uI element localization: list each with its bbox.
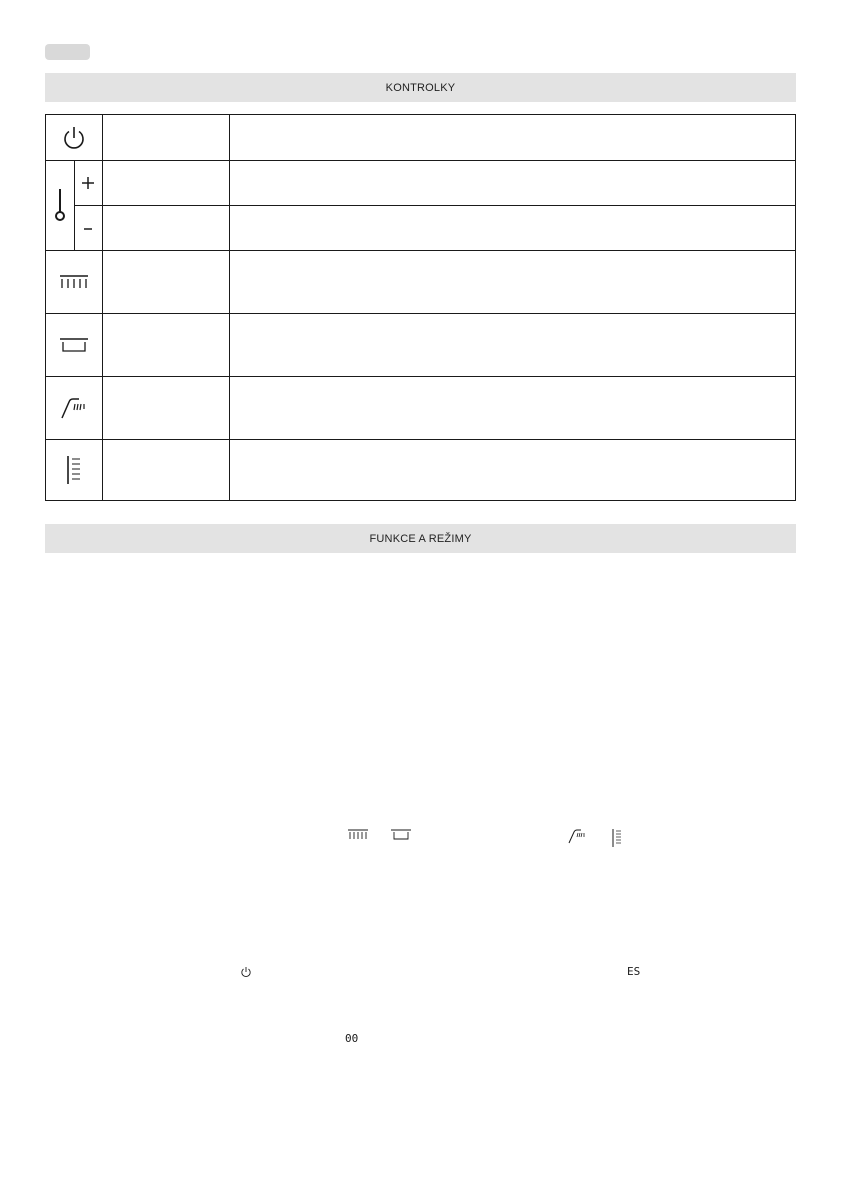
shower-description xyxy=(230,376,795,439)
minus-icon xyxy=(74,205,102,250)
kontrolky-title: KONTROLKY xyxy=(385,81,456,94)
temp-plus-description xyxy=(230,160,795,205)
thermometer-icon xyxy=(46,160,74,250)
radiator-description xyxy=(230,250,795,313)
temp-minus-description xyxy=(230,205,795,250)
level-description xyxy=(230,439,795,501)
power-icon xyxy=(46,115,102,160)
radiator-heating-icon xyxy=(348,829,368,840)
plus-icon xyxy=(74,160,102,205)
radiator-heating-icon xyxy=(46,250,102,313)
page-tab xyxy=(45,44,90,60)
shower-icon xyxy=(46,376,102,439)
tank-icon xyxy=(46,313,102,376)
controls-table xyxy=(45,114,796,501)
section-title-kontrolky xyxy=(45,73,796,102)
funkce-title: FUNKCE A REŽIMY xyxy=(369,532,472,545)
tank-icon xyxy=(391,829,411,840)
display-code-00: 00 xyxy=(345,1032,359,1045)
level-gauge-icon xyxy=(46,439,102,501)
display-code-es: ES xyxy=(627,965,641,978)
shower-icon xyxy=(567,828,587,844)
section-title-funkce-a-rezimy xyxy=(45,524,796,553)
power-icon xyxy=(240,966,252,978)
power-description xyxy=(230,115,795,160)
level-gauge-icon xyxy=(611,828,623,848)
col-divider-icon xyxy=(102,115,103,500)
tank-description xyxy=(230,313,795,376)
